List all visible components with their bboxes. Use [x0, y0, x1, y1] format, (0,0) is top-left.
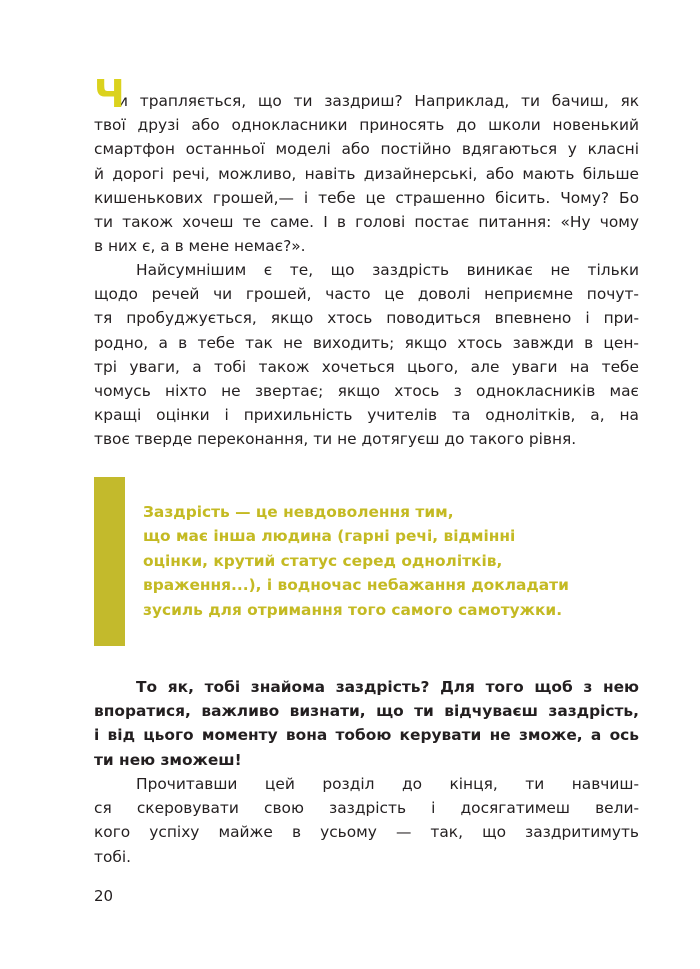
paragraph-saddest-line-1: Найсумнішим є те, що заздрість виникає не тільки — [136, 261, 639, 279]
paragraph-saddest-line-3: тя пробуджується, якщо хтось поводиться впевнено і при- — [94, 309, 639, 328]
paragraph-intro-line-4: й дорогі речі, можливо, навіть дизайнерські, або мають більше — [94, 164, 639, 183]
paragraph-saddest — [94, 258, 639, 452]
paragraph-acknowledge-line-3: і від цього моменту вона тобою керувати не зможе, а ось — [94, 726, 639, 745]
paragraph-intro-line-3: смартфон останньої моделі або постійно вдягаються у класні — [94, 140, 639, 159]
quote-accent-bar — [94, 477, 125, 646]
page-number: 20 — [94, 887, 114, 905]
drop-cap: Ч — [94, 72, 125, 116]
paragraph-intro-line-5: кишенькових грошей,— і тебе це страшенно бісить. Чому? Бо — [94, 188, 639, 207]
paragraph-saddest-line-4: родно, а в тебе так не виходить; якщо хтось завжди в цен- — [94, 333, 639, 352]
paragraph-saddest-line-8: твоє тверде переконання, ти не дотягуєш до такого рівня. — [94, 430, 577, 449]
definition-quote — [143, 500, 603, 622]
paragraph-conclusion-line-4: тобі. — [94, 847, 132, 866]
paragraph-intro-line-6: ти також хочеш те саме. І в голові постає питання: «Ну чому — [94, 213, 639, 232]
paragraph-saddest-line-7: кращі оцінки і прихильність учителів та однолітків, а, на — [94, 406, 639, 425]
paragraph-saddest-line-5: трі уваги, а тобі також хочеться цього, але уваги на тебе — [94, 357, 639, 376]
paragraph-acknowledge-line-1: То як, тобі знайома заздрість? Для того щоб з нею — [136, 678, 639, 696]
paragraph-intro — [94, 72, 639, 258]
definition-quote-line-5: зусиль для отримання того самого самотужки. — [143, 600, 563, 619]
paragraph-saddest-line-2: щодо речей чи грошей, часто це доволі неприємне почут- — [94, 285, 639, 304]
paragraph-intro-line-1 — [94, 72, 639, 116]
definition-quote-line-4: враження...), і водночас небажання докладати — [143, 576, 569, 595]
definition-quote-line-2: що має інша людина (гарні речі, відмінні — [143, 527, 516, 546]
paragraph-acknowledge-line-4: ти нею зможеш! — [94, 750, 242, 769]
paragraph-intro-line-7: в них є, а в мене немає?». — [94, 237, 306, 256]
paragraph-conclusion — [94, 772, 639, 869]
paragraph-conclusion-line-3: кого успіху майже в усьому — так, що заздритимуть — [94, 823, 639, 842]
definition-quote-line-3: оцінки, крутий статус серед однолітків, — [143, 551, 503, 570]
paragraph-intro-line-2: твої друзі або однокласники приносять до школи новенький — [94, 116, 639, 135]
definition-quote-line-1: Заздрість — це невдоволення тим, — [143, 503, 454, 521]
paragraph-intro-line-1-text: и трапляється, що ти заздриш? Наприклад, ти бачиш, як — [118, 92, 639, 110]
paragraph-conclusion-line-1: Прочитавши цей розділ до кінця, ти навчиш- — [136, 775, 639, 793]
paragraph-conclusion-line-2: ся скеровувати свою заздрість і досягатимеш вели- — [94, 799, 639, 818]
paragraph-acknowledge-line-2: впоратися, важливо визнати, що ти відчуваєш заздрість, — [94, 702, 639, 721]
paragraph-saddest-line-6: чомусь ніхто не звертає; якщо хтось з однокласників має — [94, 382, 639, 401]
paragraph-acknowledge — [94, 675, 639, 772]
